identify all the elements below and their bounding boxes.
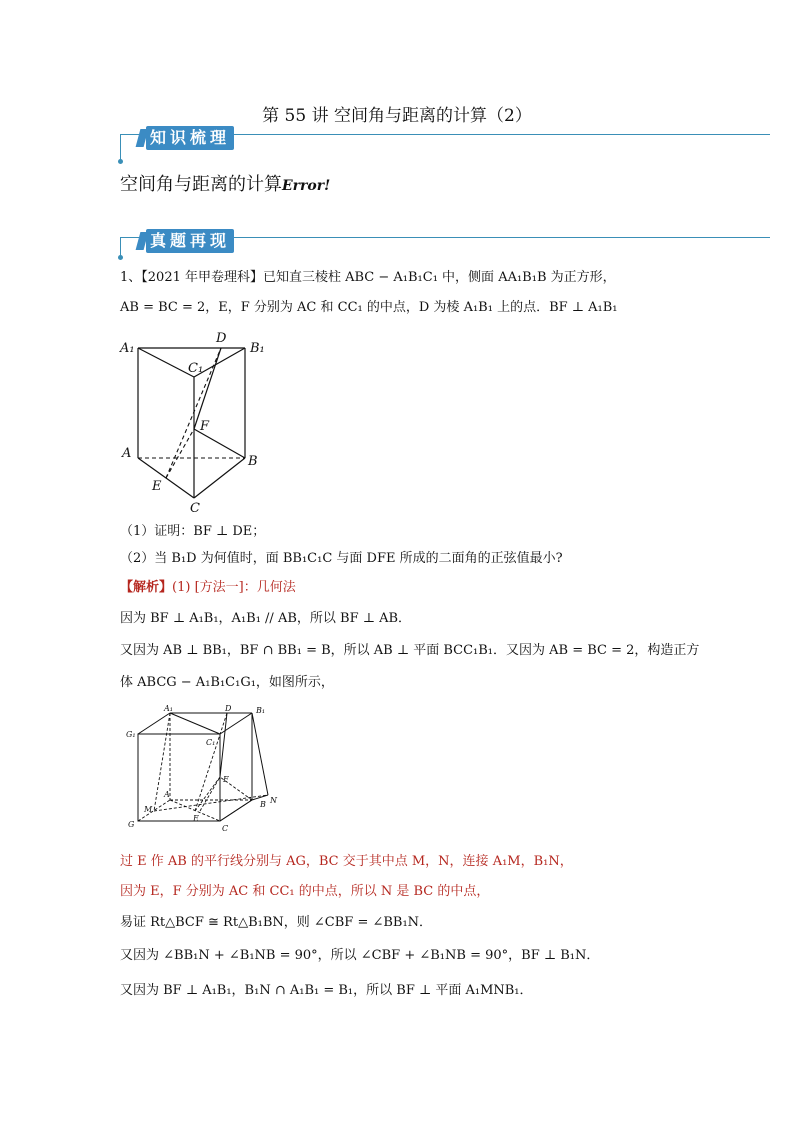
solution-line: 体 ABCG − A₁B₁C₁G₁，如图所示， xyxy=(120,675,334,690)
question-1: （1）证明：BF ⊥ DE； xyxy=(120,524,266,539)
label-n: N xyxy=(270,796,277,805)
label-d: D xyxy=(225,704,232,713)
label-f: F xyxy=(223,775,229,784)
solution-line: 过 E 作 AB 的平行线分别与 AG，BC 交于其中点 M，N，连接 A₁M，B₁N， xyxy=(120,854,573,869)
heading-text: 空间角与距离的计算 xyxy=(120,174,282,195)
label-c1: C₁ xyxy=(206,738,216,747)
error-text: Error! xyxy=(282,178,331,194)
solution-tag: 【解析】 xyxy=(120,580,173,595)
solution-method: (1) [方法一]：几何法 xyxy=(172,580,296,595)
solution-line: 又因为 BF ⊥ A₁B₁，B₁N ∩ A₁B₁ = B₁，所以 BF ⊥ 平面 A₁MNB₁． xyxy=(120,983,533,998)
label-b: B xyxy=(248,454,258,469)
prism-figure xyxy=(118,330,278,515)
label-g1: G₁ xyxy=(126,730,136,739)
segment-mn xyxy=(154,795,268,811)
label-m: M xyxy=(144,805,153,814)
label-f: F xyxy=(200,419,210,434)
problem-line: 1、【2021 年甲卷理科】已知直三棱柱 ABC − A₁B₁C₁ 中，侧面 AA₁B₁B 为正方形， xyxy=(120,270,616,285)
label-c1: C₁ xyxy=(188,361,204,376)
problem-line: AB = BC = 2，E，F 分别为 AC 和 CC₁ 的中点，D 为棱 A₁B₁ 上的点．BF ⊥ A₁B₁ xyxy=(120,300,618,315)
section-bar-exam xyxy=(120,229,770,259)
label-a: A xyxy=(164,790,170,799)
label-g: G xyxy=(128,820,135,829)
edge-a1c1 xyxy=(138,348,194,377)
section-label: 真题再现 xyxy=(146,229,234,253)
segment-ef-hidden xyxy=(166,429,194,478)
cube-figure xyxy=(124,703,286,837)
section-bar-knowledge xyxy=(120,126,770,156)
label-b1: B₁ xyxy=(250,341,265,356)
label-d: D xyxy=(216,331,227,346)
solution-line: 因为 E，F 分别为 AC 和 CC₁ 的中点，所以 N 是 BC 的中点， xyxy=(120,884,490,899)
segment-b1n xyxy=(252,713,268,795)
label-e: E xyxy=(193,814,199,823)
label-a: A xyxy=(122,446,132,461)
label-c: C xyxy=(190,501,200,515)
label-b1: B₁ xyxy=(256,706,266,715)
label-b: B xyxy=(260,800,266,809)
solution-line: 因为 BF ⊥ A₁B₁，A₁B₁ // AB，所以 BF ⊥ AB． xyxy=(120,611,412,626)
page-title: 第 55 讲 空间角与距离的计算（2） xyxy=(262,106,532,126)
section-heading xyxy=(120,170,330,196)
solution-header xyxy=(120,578,296,598)
label-e: E xyxy=(152,479,162,494)
label-a1: A₁ xyxy=(164,704,173,713)
question-2: （2）当 B₁D 为何值时，面 BB₁C₁C 与面 DFE 所成的二面角的正弦值最小? xyxy=(120,551,563,566)
edge-cb xyxy=(194,458,245,498)
solution-line: 又因为 AB ⊥ BB₁，BF ∩ BB₁ = B，所以 AB ⊥ 平面 BCC₁B₁．又因为 AB = BC = 2，构造正方 xyxy=(120,643,700,658)
solution-line: 又因为 ∠BB₁N + ∠B₁NB = 90°，所以 ∠CBF + ∠B₁NB = 90°，BF ⊥ B₁N． xyxy=(120,948,600,963)
label-c: C xyxy=(222,824,229,833)
label-a1: A₁ xyxy=(120,341,135,356)
solution-line: 易证 Rt△BCF ≅ Rt△B₁BN，则 ∠CBF = ∠BB₁N． xyxy=(120,915,433,930)
section-label: 知识梳理 xyxy=(146,126,234,150)
